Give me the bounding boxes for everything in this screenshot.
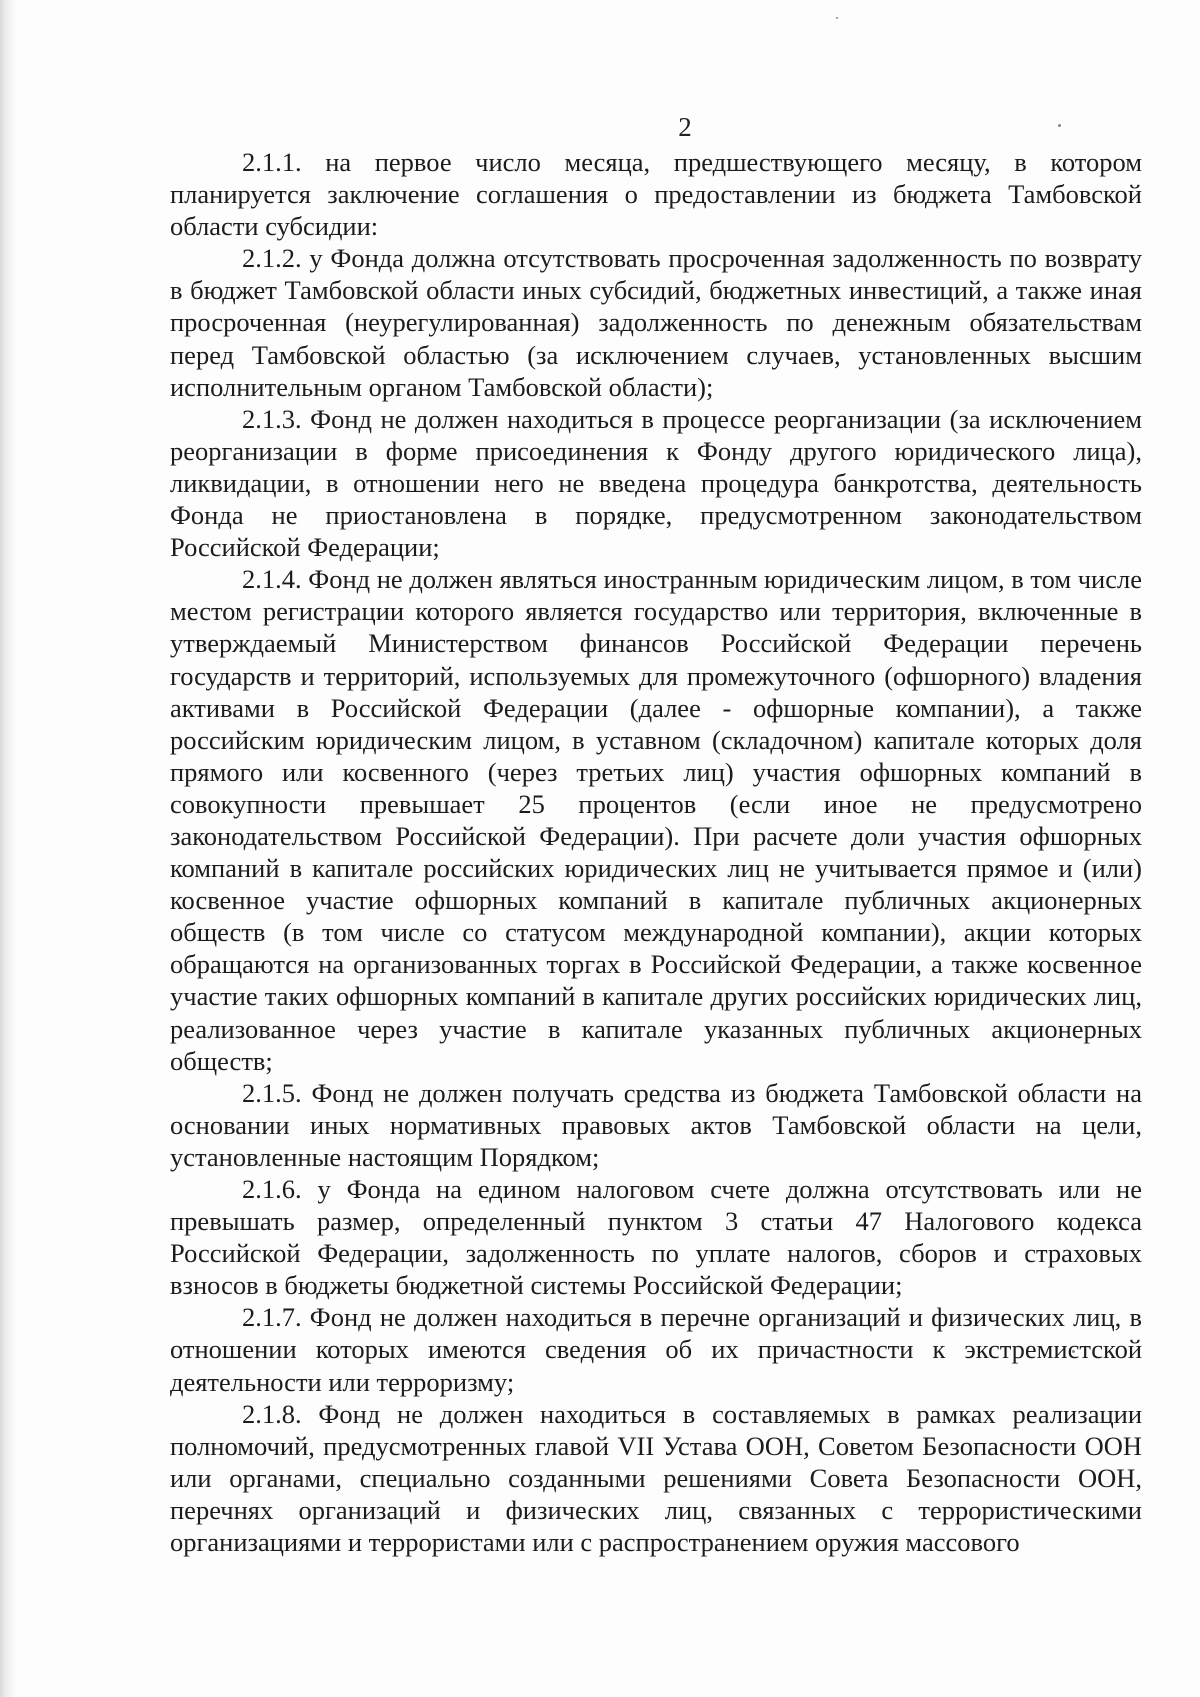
paragraph-2-1-2: 2.1.2. у Фонда должна отсутствовать просроченная задолженность по возврату в бюджет Тамбовской области иных субсидий, бюджетных инвестиций, а также иная просроченная (неурегулированная) задолженность по денежным обязательствам перед Тамбовской областью (за исключением случаев, установленных высшим исполнительным органом Тамбовской области); <box>170 243 1142 402</box>
paragraph-2-1-1: 2.1.1. на первое число месяца, предшествующего месяцу, в котором планируется заключение соглашения о предоставлении из бюджета Тамбовской области субсидии: <box>170 147 1142 242</box>
paragraph-2-1-5: 2.1.5. Фонд не должен получать средства из бюджета Тамбовской области на основании иных нормативных правовых актов Тамбовской области на цели, установленные настоящим Порядком; <box>170 1077 1142 1172</box>
page-number: 2 <box>678 112 692 142</box>
scan-speck <box>836 17 838 19</box>
document-body <box>170 146 1142 1558</box>
paragraph-2-1-8: 2.1.8. Фонд не должен находиться в составляемых в рамках реализации полномочий, предусмотренных главой VII Устава ООН, Советом Безопасности ООН или органами, специально созданными решениями Совета Безопасности ООН, перечнях организаций и физических лиц, связанных с террористическими организациями и террористами или с распространением оружия массового <box>170 1398 1142 1558</box>
scan-edge-shadow <box>0 0 16 1697</box>
paragraph-2-1-4: 2.1.4. Фонд не должен являться иностранным юридическим лицом, в том числе местом регистрации которого является государство или территория, включенные в утверждаемый Министерством финансов Российской Федерации перечень государств и территорий, используемых для промежуточного (офшорного) владения активами в Российской Федерации (далее - офшорные компании), а также российским юридическим лицом, в уставном (складочном) капитале которых доля прямого или косвенного (через третьих лиц) участия офшорных компаний в совокупности превышает 25 процентов (если иное не предусмотрено законодательством Российской Федерации). При расчете доли участия офшорных компаний в капитале российских юридических лиц не учитывается прямое и (или) косвенное участие офшорных компаний в капитале публичных акционерных обществ (в том числе со статусом международной компании), акции которых обращаются на организованных торгах в Российской Федерации, а также косвенное участие таких офшорных компаний в капитале других российских юридических лиц, реализованное через участие в капитале указанных публичных акционерных обществ; <box>170 564 1142 1076</box>
paragraph-2-1-7: 2.1.7. Фонд не должен находиться в перечне организаций и физических лиц, в отношении которых имеются сведения об их причастности к экстремистской деятельности или терроризму; <box>170 1302 1142 1397</box>
paragraph-2-1-3: 2.1.3. Фонд не должен находиться в процессе реорганизации (за исключением реорганизации в форме присоединения к Фонду другого юридического лица), ликвидации, в отношении него не введена процедура банкротства, деятельность Фонда не приостановлена в порядке, предусмотренном законодательством Российской Федерации; <box>170 403 1142 563</box>
paragraph-2-1-6: 2.1.6. у Фонда на едином налоговом счете должна отсутствовать или не превышать размер, определенный пунктом 3 статьи 47 Налогового кодекса Российской Федерации, задолженность по уплате налогов, сборов и страховых взносов в бюджеты бюджетной системы Российской Федерации; <box>170 1174 1142 1301</box>
